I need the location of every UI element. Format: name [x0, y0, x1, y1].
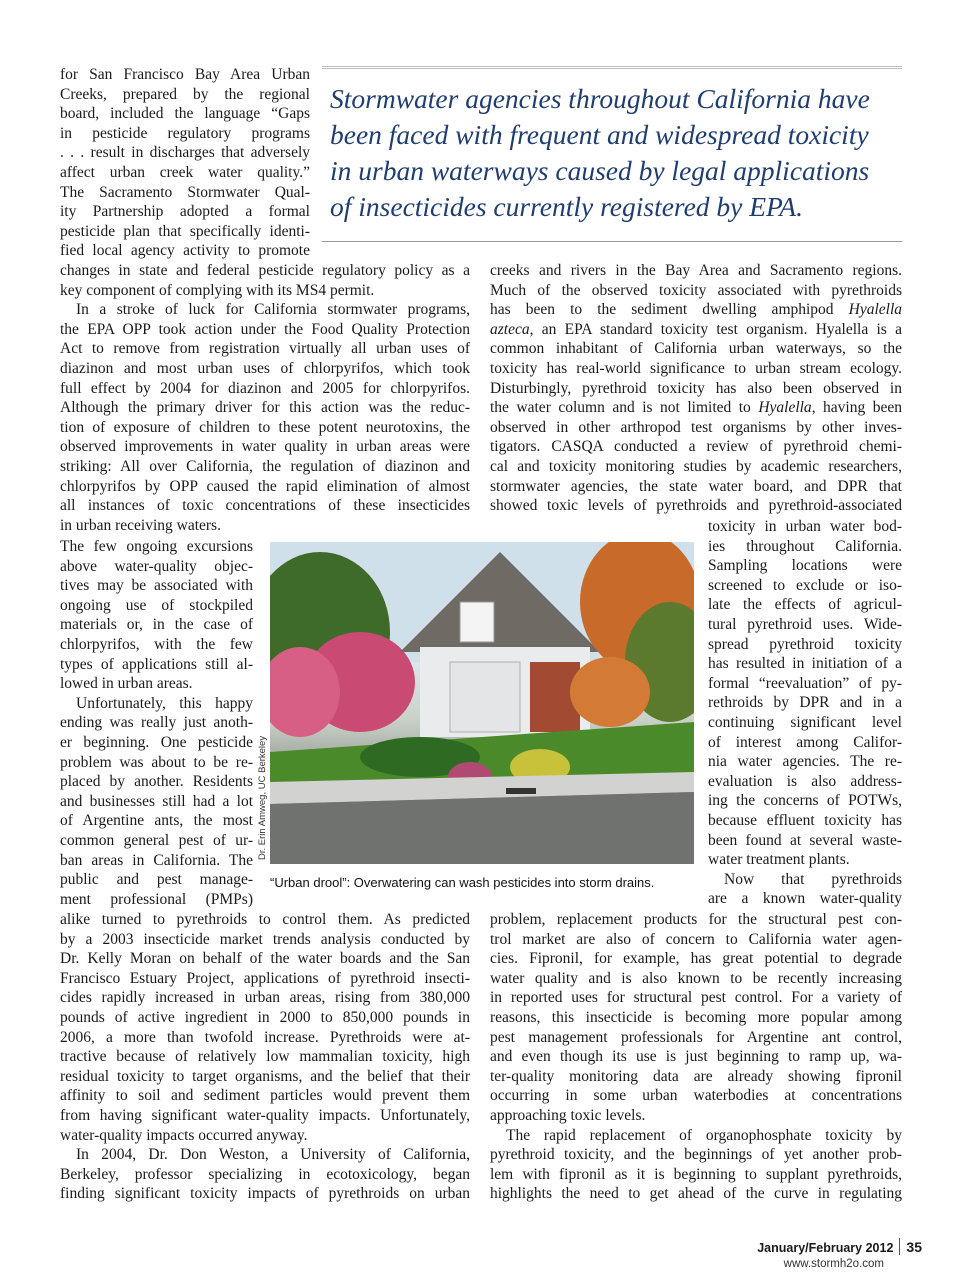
text-line: the water column and is not limited to Hyalella, having been — [490, 399, 902, 417]
text-line: tion of exposure of children to these potent neurotoxins, the — [60, 418, 470, 436]
text-line: Dr. Kelly Moran on behalf of the water boards and the San — [60, 950, 470, 968]
text-line: Much of the observed toxicity associated with pyrethroids — [490, 281, 902, 299]
text-line: rethroids by DPR and in a — [708, 694, 902, 712]
text-line: has resulted in initiation of a — [708, 655, 902, 673]
pull-quote-line: of insecticides currently registered by EPA. — [330, 191, 803, 222]
text-line: changes in state and federal pesticide regulatory policy as a — [60, 262, 470, 279]
text-line: by a 2003 insecticide market trends analysis conducted by — [60, 930, 470, 948]
text-line: Berkeley, professor specializing in ecotoxicology, began — [60, 1165, 470, 1183]
text-line: cal and toxicity monitoring studies by academic researchers, — [490, 457, 902, 475]
text-line: common inhabitant of California urban waterways, so the — [490, 340, 902, 358]
text-line: 2006, a more than twofold increase. Pyrethroids were at- — [60, 1028, 470, 1046]
text-line: highlights the need to get ahead of the curve in regulating — [490, 1185, 902, 1203]
text-line: showed toxic levels of pyrethroids and pyrethroid-associated — [490, 497, 902, 515]
issue-date: January/February 2012 — [757, 1241, 894, 1255]
house-illustration — [270, 542, 694, 864]
text-line: above water-quality objec- — [60, 557, 253, 575]
text-line: lowed in urban areas. — [60, 675, 193, 693]
text-line: the EPA OPP took action under the Food Quality Protection — [60, 320, 470, 338]
text-line: from having significant water-quality impacts. Unfortunately, — [60, 1106, 470, 1124]
column-2-narrow — [708, 517, 902, 909]
page-footer — [757, 1238, 922, 1270]
text-line: and even though its use is just beginning to ramp up, wa- — [490, 1048, 902, 1066]
text-line: Although the primary driver for this action was the reduc- — [60, 399, 470, 417]
page-number: 35 — [906, 1239, 922, 1255]
text-line: Sampling locations were — [708, 557, 902, 575]
text-line: fied local agency activity to promote — [60, 242, 310, 260]
text-line: been found at several waste- — [708, 831, 902, 849]
text-line: creeks and rivers in the Bay Area and Sacramento regions. — [490, 262, 902, 279]
pull-quote — [322, 66, 902, 242]
text-line: tives may be associated with — [60, 577, 253, 595]
text-line: The few ongoing excursions — [60, 538, 253, 555]
text-line: tigators. CASQA conducted a review of pyrethroid chemi- — [490, 438, 902, 456]
text-line: Creeks, prepared by the regional — [60, 85, 310, 103]
text-line: late the effects of agricul- — [708, 596, 902, 614]
text-line: toxicity in urban water bod- — [708, 518, 902, 535]
text-line: ending was really just anoth- — [60, 714, 253, 732]
text-line: formal “reevaluation” of py- — [708, 674, 902, 692]
text-line: pounds of active ingredient in 2000 to 850,000 pounds in — [60, 1008, 470, 1026]
text-line: Act to remove from registration virtually all urban uses of — [60, 340, 470, 358]
text-line: ity Partnership adopted a formal — [60, 203, 310, 221]
text-line: finding significant toxicity impacts of pyrethroids on urban — [60, 1185, 470, 1203]
text-line: problem, replacement products for the structural pest con- — [490, 911, 902, 928]
text-line: Disturbingly, pyrethroid toxicity has also been observed in — [490, 379, 902, 397]
text-line: Unfortunately, this happy — [76, 694, 253, 712]
text-line: because effluent toxicity has — [708, 811, 902, 829]
text-line: striking: All over California, the regulation of diazinon and — [60, 457, 470, 475]
text-line: ment professional (PMPs) — [60, 890, 253, 908]
text-line: tractive because of relatively low mammalian toxicity, high — [60, 1048, 470, 1066]
text-line: reasons, this insecticide is becoming more popular among — [490, 1008, 902, 1026]
text-line: residual toxicity to target organisms, and the belief that their — [60, 1067, 470, 1085]
column-2-top — [490, 261, 902, 516]
text-line: toxicity has real-world significance to urban stream ecology. — [490, 359, 902, 377]
pull-quote-line: been faced with frequent and widespread toxicity — [330, 119, 869, 150]
text-line: ing the concerns of POTWs, — [708, 792, 902, 810]
text-line: nia water agencies. The re- — [708, 753, 902, 771]
text-line: full effect by 2004 for diazinon and 2005 for chlorpyrifos. — [60, 379, 470, 397]
text-line: The Sacramento Stormwater Qual- — [60, 183, 310, 201]
text-line: continuing significant level — [708, 713, 902, 731]
text-line: diazinon and most urban uses of chlorpyrifos, which took — [60, 359, 470, 377]
text-line: alike turned to pyrethroids to control them. As predicted — [60, 911, 470, 928]
text-line: water quality and is also known to be recently increasing — [490, 969, 902, 987]
text-line: chlorpyrifos, with the few — [60, 635, 253, 653]
photo-credit: Dr. Erin Amweg, UC Berkeley — [257, 735, 268, 860]
text-line: pesticide plan that specifically identi- — [60, 222, 310, 240]
text-line: azteca, an EPA standard toxicity test organism. Hyalella is a — [490, 320, 902, 338]
text-line: approaching toxic levels. — [490, 1106, 646, 1124]
text-line: for San Francisco Bay Area Urban — [60, 66, 310, 83]
column-1-top — [60, 65, 310, 261]
text-line: in urban receiving waters. — [60, 516, 221, 534]
text-line: occurring in some urban waterbodies at concentrations — [490, 1087, 902, 1105]
text-line: pyrethroid toxicity, and the beginnings of yet another prob- — [490, 1146, 902, 1164]
text-line: has been to the sediment dwelling amphipod Hyalella — [490, 301, 902, 319]
text-line: all instances of toxic concentrations of these insecticides — [60, 497, 470, 515]
text-line: of Argentine ants, the most — [60, 812, 253, 830]
text-line: pest management professionals for Argentine ant control, — [490, 1028, 902, 1046]
text-line: trol market are also of concern to California water agen- — [490, 930, 902, 948]
text-line: The rapid replacement of organophosphate toxicity by — [506, 1126, 902, 1144]
text-line: affinity to soil and sediment particles would prevent them — [60, 1087, 470, 1105]
column-1-middle — [60, 261, 470, 535]
text-line: In 2004, Dr. Don Weston, a University of California, — [76, 1146, 470, 1164]
text-line: types of applications still al- — [60, 655, 253, 673]
text-line: affect urban creek water quality.” — [60, 163, 310, 181]
text-line: and businesses still had a lot — [60, 792, 253, 810]
column-1-narrow — [60, 537, 253, 909]
footer-divider — [899, 1238, 900, 1255]
text-line: problem was about to be re- — [60, 753, 253, 771]
text-line: are a known water-quality — [708, 890, 902, 908]
text-line: water treatment plants. — [708, 851, 850, 869]
text-line: placed by another. Residents — [60, 773, 253, 791]
photo-caption: “Urban drool”: Overwatering can wash pesticides into storm drains. — [270, 875, 655, 890]
text-line: ies throughout California. — [708, 537, 902, 555]
text-line: cies. Fipronil, for example, has great potential to degrade — [490, 950, 902, 968]
text-line: ongoing use of stockpiled — [60, 596, 253, 614]
text-line: ban areas in California. The — [60, 851, 253, 869]
text-line: er beginning. One pesticide — [60, 733, 253, 751]
text-line: key component of complying with its MS4 permit. — [60, 281, 375, 299]
text-line: lem with fipronil as it is beginning to supplant pyrethroids, — [490, 1165, 902, 1183]
text-line: stormwater agencies, the state water board, and DPR that — [490, 477, 902, 495]
text-line: of interest among Califor- — [708, 733, 902, 751]
column-2-bottom — [490, 910, 902, 1204]
text-line: In a stroke of luck for California stormwater programs, — [76, 301, 470, 319]
text-line: screened to exclude or iso- — [708, 576, 902, 594]
text-line: . . . result in discharges that adversely — [60, 144, 310, 162]
pull-quote-line: in urban waterways caused by legal applications — [330, 155, 870, 186]
text-line: common general pest of ur- — [60, 831, 253, 849]
text-line: tural pyrethroid uses. Wide- — [708, 615, 902, 633]
text-line: Francisco Estuary Project, applications of pyrethroid insecti- — [60, 969, 470, 987]
suburban-house-photo — [270, 542, 694, 864]
website-url: www.stormh2o.com — [783, 1258, 884, 1270]
text-line: in pesticide regulatory programs — [60, 124, 310, 142]
text-line: spread pyrethroid toxicity — [708, 635, 902, 653]
text-line: observed in other arthropod test organisms by other inves- — [490, 418, 902, 436]
text-line: board, included the language “Gaps — [60, 105, 310, 123]
text-line: public and pest manage- — [60, 871, 253, 889]
column-1-bottom — [60, 910, 470, 1204]
text-line: evaluation is also address- — [708, 772, 902, 790]
pull-quote-line: Stormwater agencies throughout California have — [330, 83, 870, 114]
text-line: water-quality impacts occurred anyway. — [60, 1126, 308, 1144]
text-line: chlorpyrifos by OPP caused the rapid elimination of almost — [60, 477, 470, 495]
text-line: cides rapidly increased in urban areas, rising from 380,000 — [60, 989, 470, 1007]
text-line: ter-quality monitoring data are already showing fipronil — [490, 1067, 902, 1085]
text-line: observed improvements in water quality in urban areas were — [60, 438, 470, 456]
text-line: materials or, in the case of — [60, 616, 253, 634]
text-line: Now that pyrethroids — [724, 870, 902, 888]
text-line: in reported uses for structural pest control. For a variety of — [490, 989, 902, 1007]
